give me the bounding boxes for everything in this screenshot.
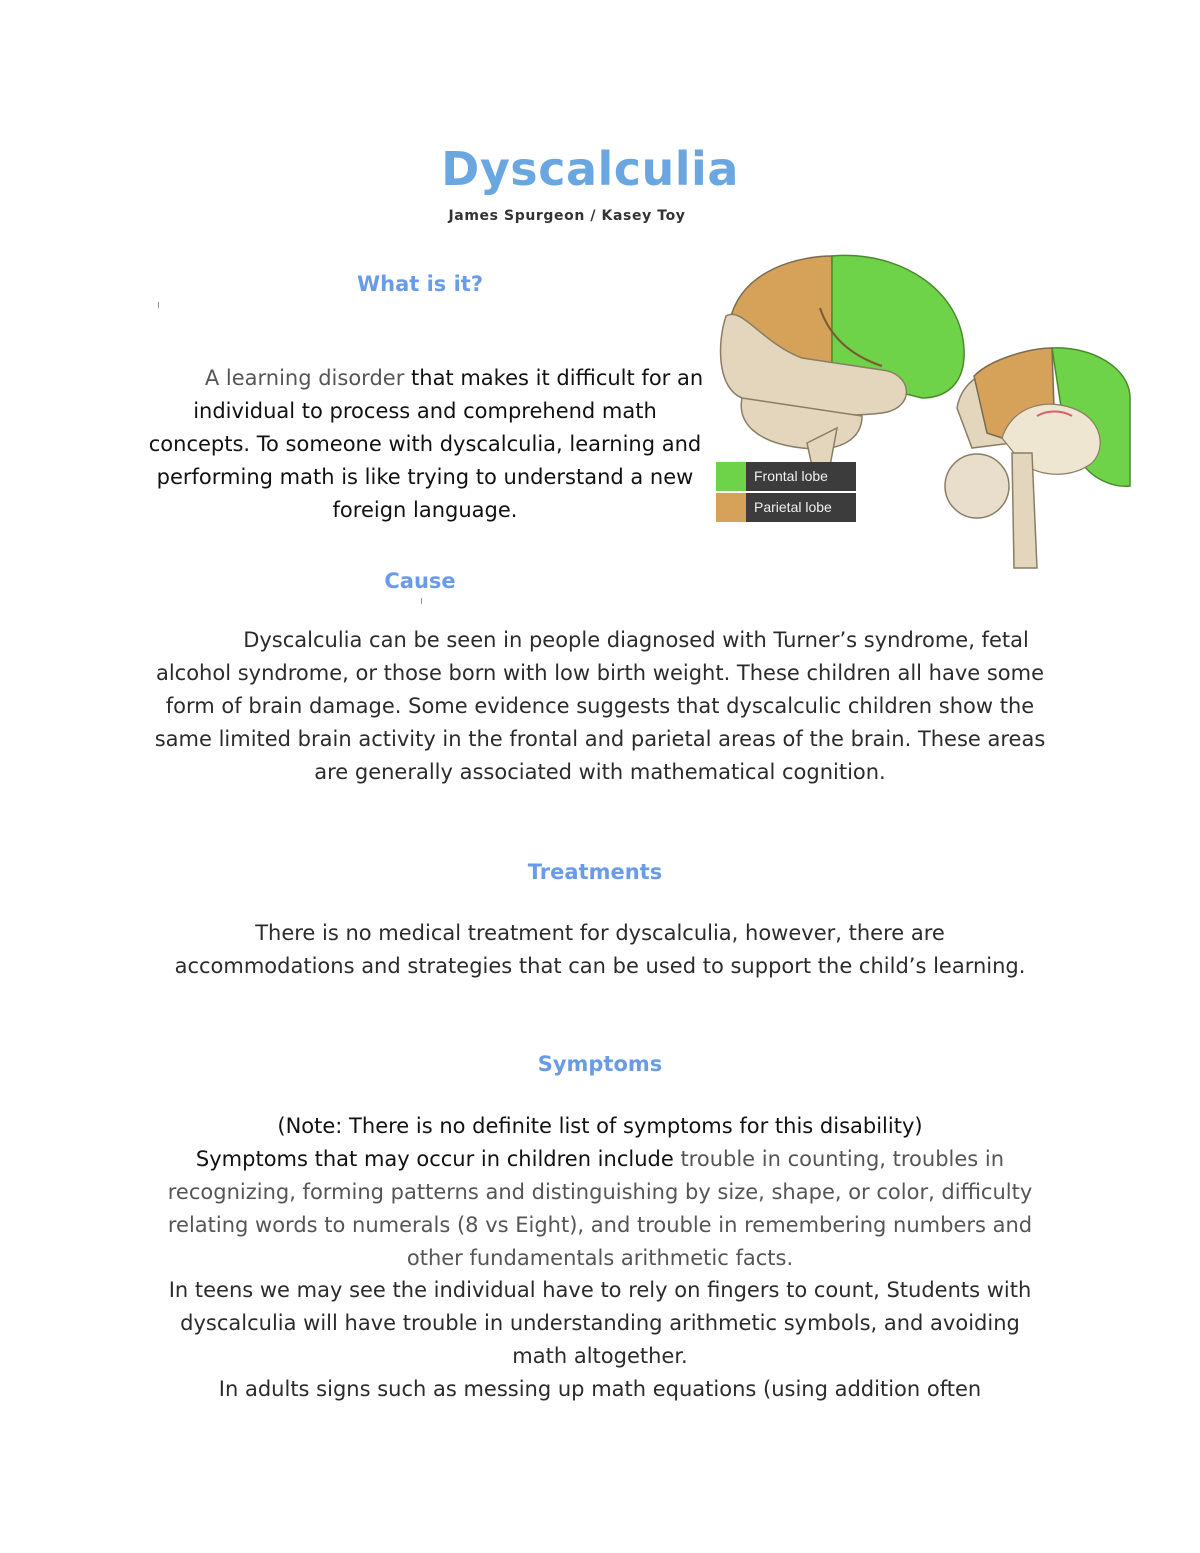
parietal-swatch	[716, 493, 746, 522]
document-authors: James Spurgeon / Kasey Toy	[448, 208, 686, 224]
heading-cause: Cause	[384, 569, 456, 593]
what-is-it-rest: that makes it difficult for an individual to process and comprehend math concepts. To someone with dyscalculia, learning and performing math is like trying to understand a new foreign language.	[148, 366, 704, 522]
document-title: Dyscalculia	[441, 142, 739, 196]
symptoms-note: (Note: There is no definite list of symptoms for this disability)	[277, 1114, 923, 1138]
brain-lobes-figure	[712, 248, 1132, 578]
legend-item-parietal	[716, 493, 856, 522]
sagittal-brain	[945, 348, 1130, 568]
symptoms-adults: In adults signs such as messing up math equations (using addition often	[218, 1377, 982, 1401]
stray-mark	[421, 598, 422, 604]
heading-what-is-it: What is it?	[356, 272, 484, 296]
symptoms-children-rest: trouble in counting, troubles in recognizing, forming patterns and distinguishing by size, shape, or color, difficulty relating words to numerals (8 vs Eight), and trouble in remembering numbers and other fundamentals arithmetic facts.	[167, 1147, 1033, 1270]
lateral-brain	[721, 255, 965, 466]
legend-item-frontal	[716, 462, 856, 491]
what-is-it-body	[145, 362, 705, 527]
frontal-swatch	[716, 462, 746, 491]
cause-body: Dyscalculia can be seen in people diagnosed with Turner’s syndrome, fetal alcohol syndrome, or those born with low birth weight. These children all have some form of brain damage. Some evidence suggests that dyscalculic children show the same limited brain activity in the frontal and parietal areas of the brain. These areas are generally associated with mathematical cognition.	[154, 628, 1046, 784]
brain-illustration-icon	[712, 248, 1132, 578]
legend-label: Frontal lobe	[746, 462, 856, 491]
what-is-it-lead: A learning disorder	[204, 366, 405, 390]
heading-treatments: Treatments	[527, 860, 663, 884]
lobe-legend	[716, 462, 856, 524]
heading-symptoms: Symptoms	[537, 1052, 663, 1076]
stray-mark	[158, 302, 159, 308]
symptoms-children	[140, 1143, 1060, 1275]
treatments-body: There is no medical treatment for dyscalculia, however, there are accommodations and strategies that can be used to support the child’s learning.	[174, 921, 1026, 978]
symptoms-children-lead: Symptoms that may occur in children include	[195, 1147, 674, 1171]
legend-label: Parietal lobe	[746, 493, 856, 522]
symptoms-teens: In teens we may see the individual have to rely on fingers to count, Students with dyscalculia will have trouble in understanding arithmetic symbols, and avoiding math altogether.	[168, 1278, 1032, 1368]
